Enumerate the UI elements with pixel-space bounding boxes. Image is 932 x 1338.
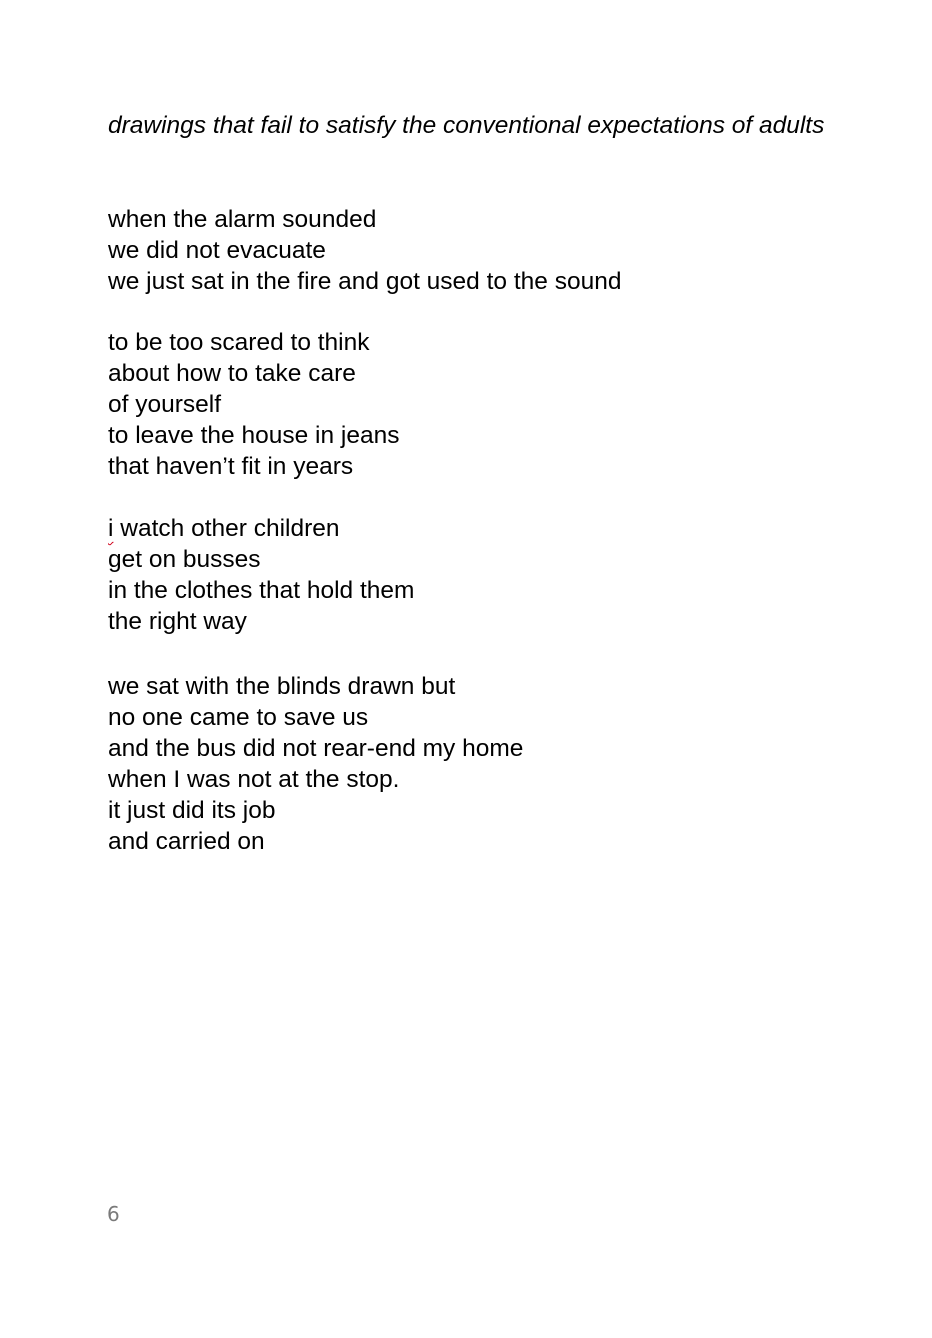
page-number: 6 [107,1202,120,1226]
poem-line-rest: watch other children [113,515,340,542]
poem-line: we just sat in the fire and got used to the sound [108,268,622,295]
stanza-2 [108,327,848,482]
poem-line [108,513,848,544]
poem-line: and carried on [108,828,265,855]
poem-line: it just did its job [108,797,276,824]
poem-line: in the clothes that hold them [108,577,415,604]
poem-line: we sat with the blinds drawn but [108,673,456,700]
poem-line: when I was not at the stop. [108,766,400,793]
stanza-3 [108,513,848,637]
poem-line: when the alarm sounded [108,206,377,233]
poem-line: to leave the house in jeans [108,422,400,449]
stanza-4 [108,671,848,857]
poem-line: to be too scared to think [108,329,370,356]
poem-line: about how to take care [108,360,356,387]
poem-line: of yourself [108,391,222,418]
stanza-1 [108,204,848,297]
poem-line: and the bus did not rear-end my home [108,735,524,762]
poem-line: the right way [108,608,247,635]
poem-line: we did not evacuate [108,237,326,264]
poem-title: drawings that fail to satisfy the conventional expectations of adults [108,112,825,139]
poem-line: no one came to save us [108,704,369,731]
poem-line: that haven’t fit in years [108,453,354,480]
spellcheck-flagged-word[interactable]: i [108,515,114,542]
poem-line: get on busses [108,546,261,573]
